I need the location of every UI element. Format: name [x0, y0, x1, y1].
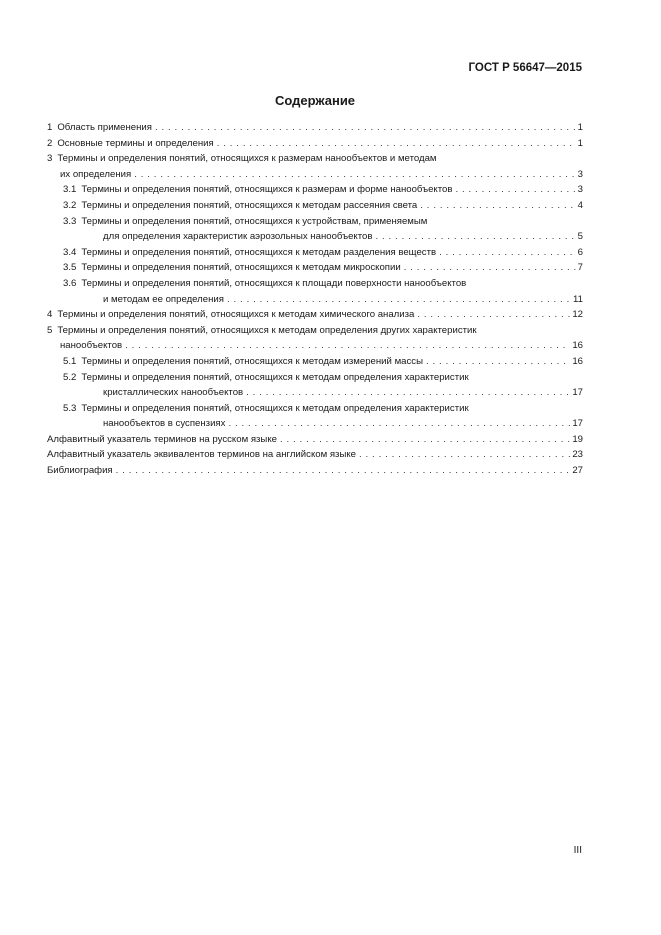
toc-entry[interactable]: [47, 370, 583, 401]
toc-entry-page: 5: [577, 231, 583, 243]
toc-entry-page: 11: [573, 293, 583, 305]
toc-entry-title-continuation: и методам ее определения: [103, 293, 224, 305]
dot-leader: [426, 354, 570, 370]
toc-entry-title: Термины и определения понятий, относящихся к устройствам, применяемым: [81, 215, 428, 227]
page-number: III: [573, 845, 582, 856]
toc-entry[interactable]: [47, 136, 583, 152]
dot-leader: [125, 338, 570, 354]
toc-entry-number: 3.1: [63, 184, 77, 196]
toc-entry-page: 12: [572, 309, 583, 321]
toc-entry[interactable]: [47, 323, 583, 354]
toc-entry-page: 27: [572, 465, 583, 477]
toc-entry-number: 5.2: [63, 371, 77, 383]
toc-entry-title: Основные термины и определения: [57, 137, 214, 149]
toc-entry[interactable]: [47, 447, 583, 463]
toc-entry-title: Термины и определения понятий, относящихся к размерам нанообъектов и методам: [57, 153, 437, 165]
dot-leader: [404, 260, 576, 276]
toc-entry-title-continuation: для определения характеристик аэрозольных нанообъектов: [103, 231, 373, 243]
toc-entry-page: 16: [572, 355, 583, 367]
toc-entry[interactable]: [47, 260, 583, 276]
toc-entry[interactable]: [47, 432, 583, 448]
toc-entry-number: 5.3: [63, 402, 77, 414]
toc-entry-title: Область применения: [57, 122, 152, 133]
toc-entry[interactable]: [47, 182, 583, 198]
toc-entry-title: Термины и определения понятий, относящихся к площади поверхности нанообъектов: [81, 277, 467, 289]
toc-entry-title: Термины и определения понятий, относящихся к методам разделения веществ: [81, 246, 437, 258]
toc-entry[interactable]: [47, 401, 583, 432]
toc-entry-page: 4: [577, 199, 583, 211]
toc-entry-number: 3: [47, 153, 53, 165]
toc-entry-number: 3.5: [63, 262, 77, 274]
toc-entry-page: 17: [572, 387, 583, 399]
table-of-contents: [47, 120, 583, 479]
toc-entry-title-continuation: их определения: [60, 168, 132, 180]
toc-entry-page: 3: [577, 184, 583, 196]
toc-entry-title-continuation: кристаллических нанообъектов: [103, 387, 244, 399]
dot-leader: [116, 463, 571, 479]
toc-entry[interactable]: [47, 214, 583, 245]
toc-entry[interactable]: [47, 276, 583, 307]
dot-leader: [375, 229, 575, 245]
dot-leader: [227, 292, 571, 308]
toc-entry-title: Термины и определения понятий, относящихся к методам рассеяния света: [81, 199, 418, 211]
toc-entry-title: Алфавитный указатель эквивалентов терминов на английском языке: [47, 449, 356, 461]
toc-entry-number: 3.2: [63, 199, 77, 211]
page-title: Содержание: [274, 93, 356, 108]
dot-leader: [420, 198, 575, 214]
toc-entry[interactable]: [47, 198, 583, 214]
toc-entry-page: 19: [572, 433, 583, 445]
toc-entry-title: Термины и определения понятий, относящихся к методам микроскопии: [81, 262, 401, 274]
dot-leader: [417, 307, 570, 323]
toc-entry-title: Алфавитный указатель терминов на русском языке: [47, 433, 277, 445]
dot-leader: [134, 167, 575, 183]
toc-entry-title: Термины и определения понятий, относящихся к методам определения характеристик: [81, 402, 469, 414]
dot-leader: [217, 136, 576, 152]
toc-entry-title-continuation: нанообъектов в суспензиях: [103, 418, 226, 430]
dot-leader: [280, 432, 570, 448]
toc-entry[interactable]: [47, 120, 583, 136]
document-code: ГОСТ Р 56647—2015: [468, 62, 582, 74]
toc-entry[interactable]: [47, 151, 583, 182]
toc-entry-number: 1: [47, 122, 53, 133]
toc-entry-number: 5.1: [63, 355, 77, 367]
toc-entry[interactable]: [47, 463, 583, 479]
toc-entry-number: 5: [47, 324, 53, 336]
toc-entry[interactable]: [47, 354, 583, 370]
toc-entry-page: 3: [577, 168, 583, 180]
toc-entry-number: 2: [47, 137, 53, 149]
toc-entry-number: 4: [47, 309, 53, 321]
dot-leader: [439, 245, 576, 261]
toc-entry-number: 3.3: [63, 215, 77, 227]
toc-entry-title: Термины и определения понятий, относящихся к размерам и форме нанообъектов: [81, 184, 453, 196]
toc-entry-number: 3.4: [63, 246, 77, 258]
toc-entry-title: Термины и определения понятий, относящихся к методам химического анализа: [57, 309, 415, 321]
dot-leader: [455, 182, 575, 198]
dot-leader: [359, 447, 570, 463]
toc-entry-title: Библиография: [47, 465, 113, 477]
toc-entry[interactable]: [47, 245, 583, 261]
toc-entry-page: 1: [577, 137, 583, 149]
toc-entry-page: 23: [572, 449, 583, 461]
toc-entry-title: Термины и определения понятий, относящихся к методам измерений массы: [81, 355, 423, 367]
toc-entry-page: 6: [577, 246, 583, 258]
toc-entry[interactable]: [47, 307, 583, 323]
dot-leader: [228, 416, 570, 432]
toc-entry-page: 17: [572, 418, 583, 430]
toc-entry-number: 3.6: [63, 277, 77, 289]
toc-entry-page: 16: [572, 340, 583, 352]
toc-entry-title-continuation: нанообъектов: [60, 340, 123, 352]
toc-entry-page: 7: [577, 262, 583, 274]
dot-leader: [246, 385, 570, 401]
toc-entry-title: Термины и определения понятий, относящихся к методам определения других характеристик: [57, 324, 477, 336]
toc-entry-page: 1: [577, 122, 583, 133]
toc-entry-title: Термины и определения понятий, относящихся к методам определения характеристик: [81, 371, 469, 383]
dot-leader: [155, 120, 576, 136]
